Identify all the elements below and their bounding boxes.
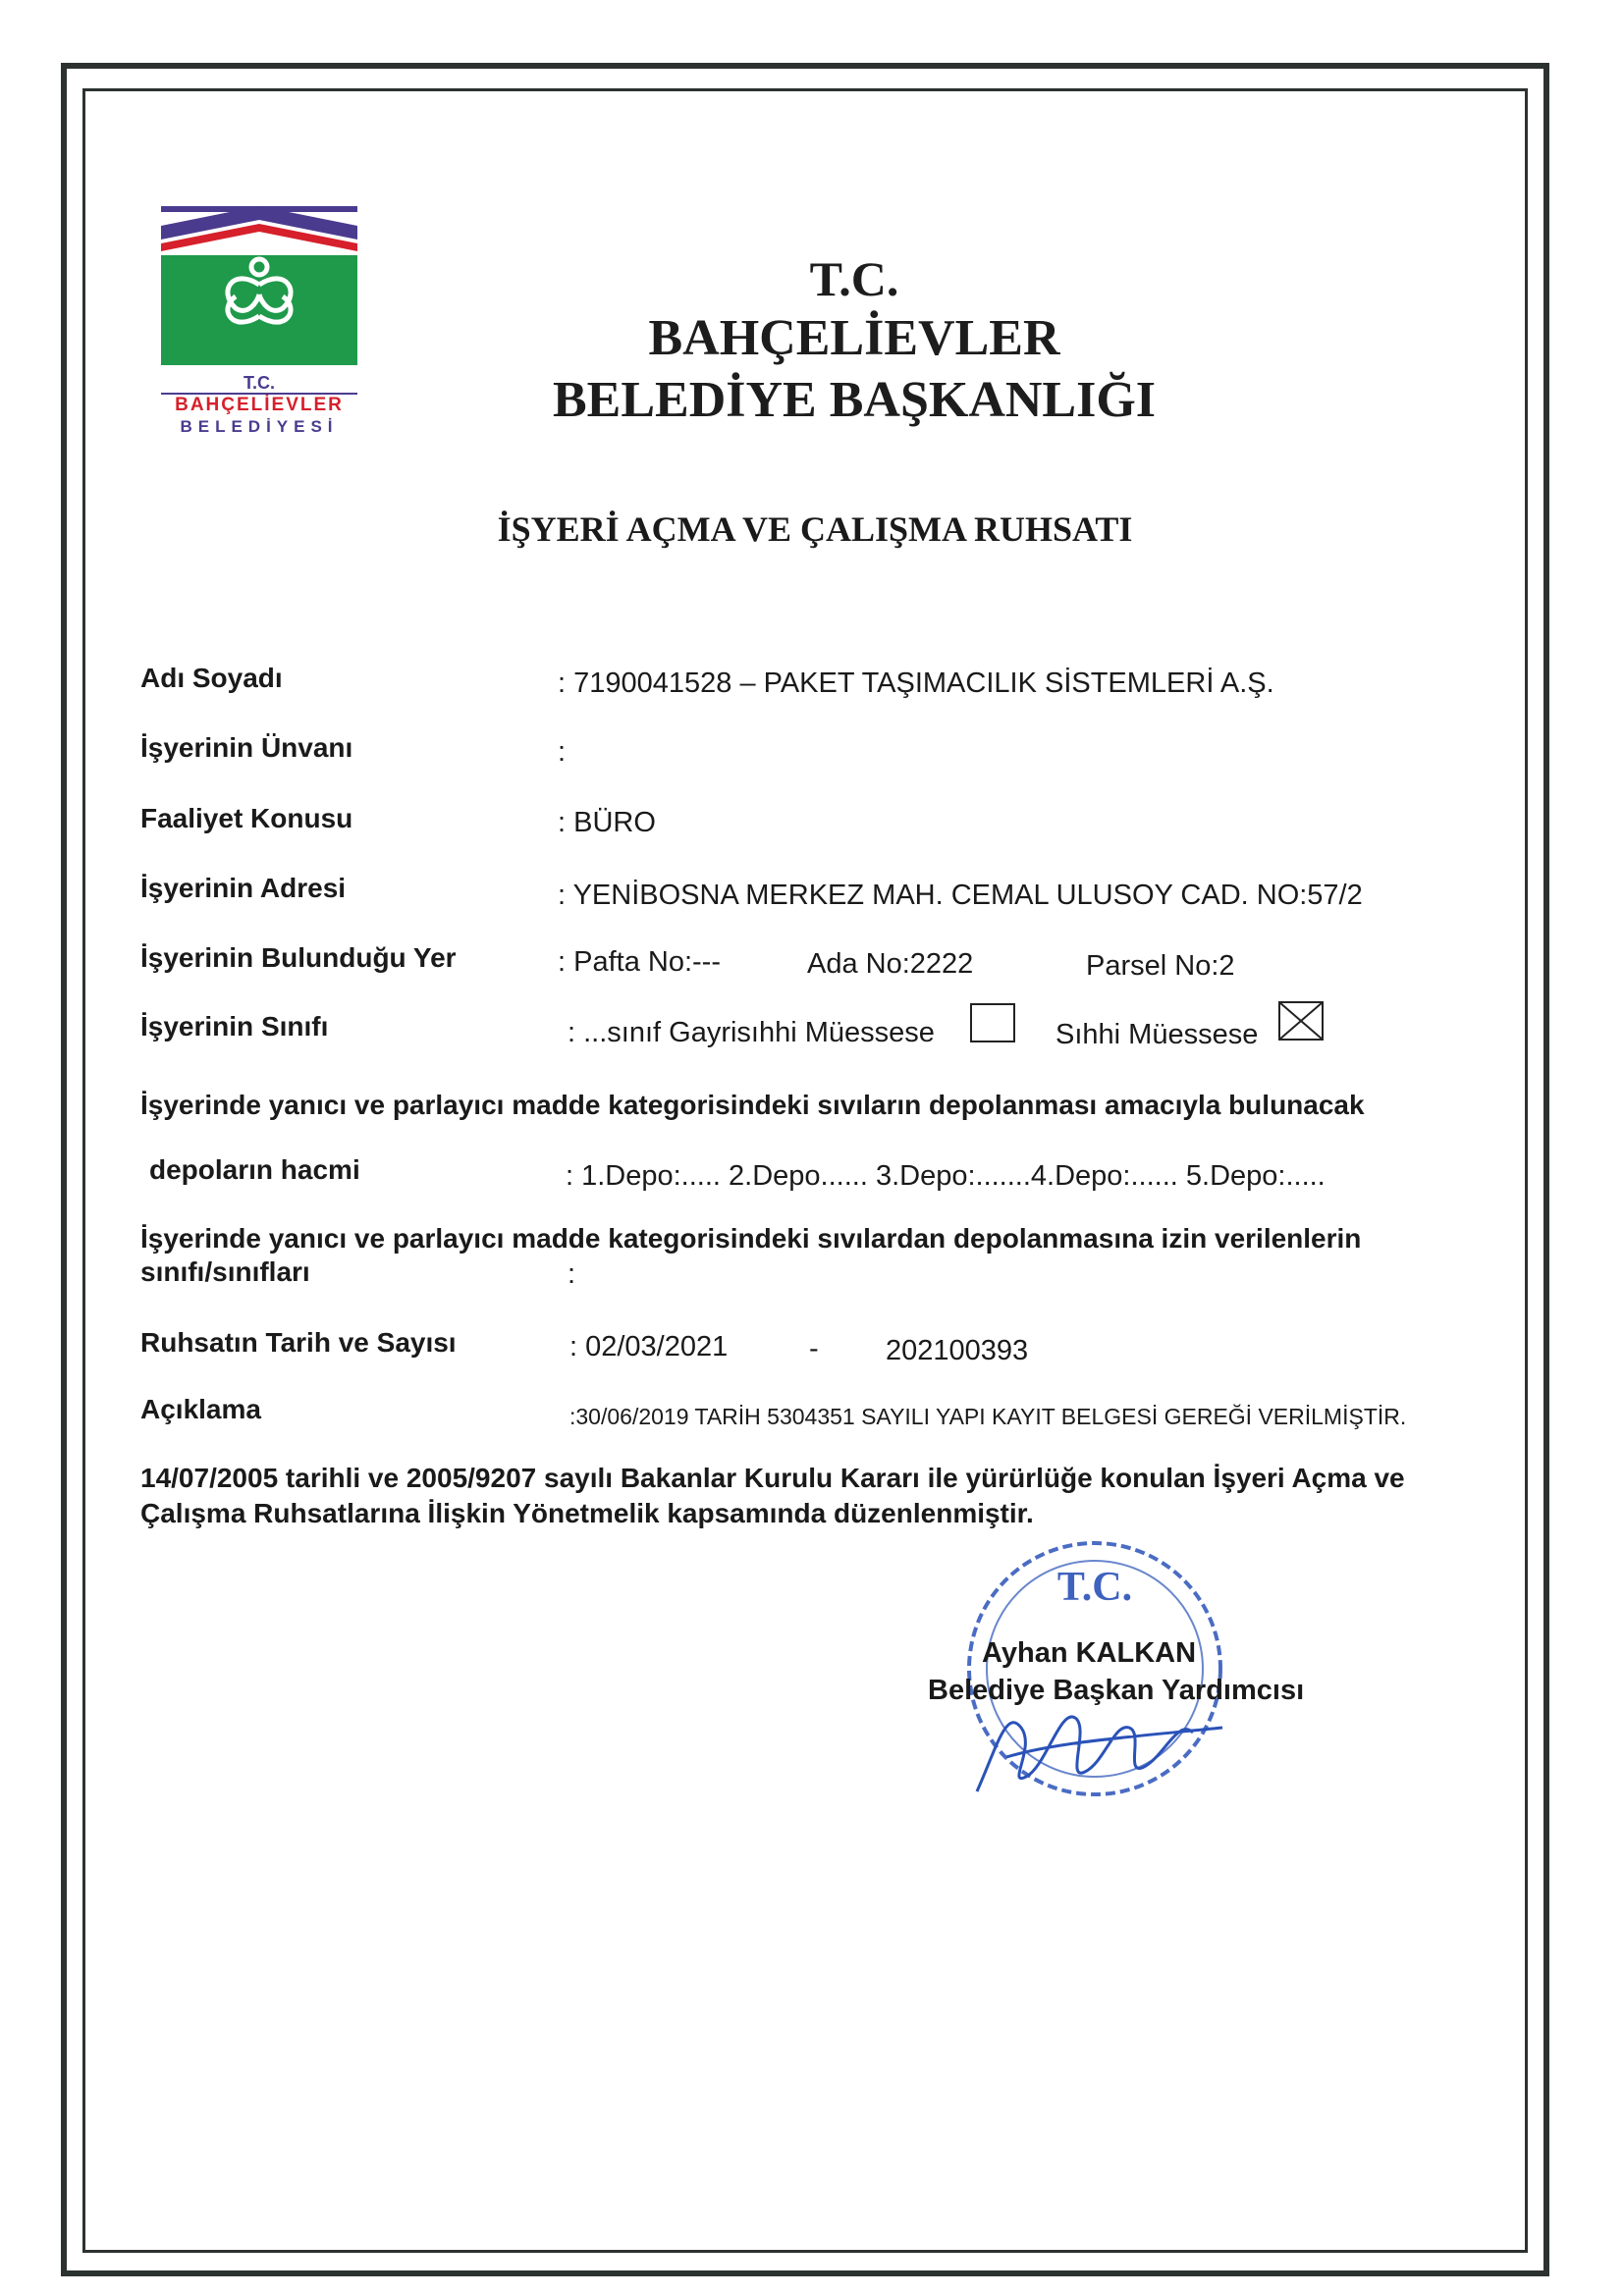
header-tc: T.C. [809,251,899,306]
value-description: :30/06/2019 TARİH 5304351 SAYILI YAPI KAYIT BELGESİ GEREĞİ VERİLMİŞTİR. [569,1404,1407,1429]
label-location: İşyerinin Bulunduğu Yer [140,942,457,973]
logo-line3: BELEDİYESİ [180,417,339,432]
label-name: Adı Soyadı [140,663,283,693]
signatory-title: Belediye Başkan Yardımcısı [928,1675,1305,1706]
label-address: İşyerinin Adresi [140,873,347,903]
value-permitted: : [568,1258,576,1290]
label-activity: Faaliyet Konusu [140,803,353,833]
signatory-name: Ayhan KALKAN [982,1637,1197,1669]
storage-description: İşyerinde yanıcı ve parlayıcı madde kategorisindeki sıvıların depolanması amacıyla bulunacak [140,1090,1365,1120]
municipality-logo [161,206,357,432]
sihhi-checkbox-checked [1278,1001,1324,1041]
stamp-text: T.C. [1056,1565,1133,1610]
value-address: : YENİBOSNA MERKEZ MAH. CEMAL ULUSOY CAD. NO:57/2 [558,880,1363,911]
value-license-date: : 02/03/2021 [569,1331,729,1362]
value-activity: : BÜRO [558,807,656,838]
label-permitted: sınıfı/sınıfları [140,1256,310,1287]
logo-line1: T.C. [243,373,276,393]
value-class-gayri: : ...sınıf Gayrisıhhi Müessese [568,1017,935,1048]
value-name: : 7190041528 – PAKET TAŞIMACILIK SİSTEMLERİ A.Ş. [558,667,1274,699]
regulation-text: 14/07/2005 tarihli ve 2005/9207 sayılı Bakanlar Kurulu Kararı ile yürürlüğe konulan İşyeri Açma ve Çalışma Ruhsatlarına İlişkin Yönetmelik kapsamında düzenlenmiştir. [140,1463,1405,1528]
value-class-sihhi: Sıhhi Müessese [1056,1019,1259,1050]
value-pafta: : Pafta No:--- [558,946,721,978]
handwritten-signature [967,1688,1262,1806]
document-title: İŞYERİ AÇMA VE ÇALIŞMA RUHSATI [497,509,1133,549]
value-parsel: Parsel No:2 [1086,950,1235,982]
label-license: Ruhsatın Tarih ve Sayısı [140,1327,457,1358]
logo-line2: BAHÇELİEVLER [175,395,344,415]
value-license-number: 202100393 [886,1335,1029,1366]
value-license-dash: - [809,1333,819,1364]
permitted-description: İşyerinde yanıcı ve parlayıcı madde kategorisindeki sıvılardan depolanmasına izin verilenlerin [140,1223,1362,1254]
value-storage: : 1.Depo:..... 2.Depo...... 3.Depo:.......4.Depo:...... 5.Depo:..... [566,1160,1326,1192]
value-business-title: : [558,736,567,768]
label-class: İşyerinin Sınıfı [140,1011,329,1041]
header-municipality: BAHÇELİEVLER [648,310,1060,366]
value-ada: Ada No:2222 [807,948,974,980]
label-storage: depoların hacmi [149,1154,360,1185]
header-office: BELEDİYE BAŞKANLIĞI [552,372,1157,428]
gayrisihhi-checkbox [970,1003,1015,1042]
label-description: Açıklama [140,1394,261,1424]
label-business-title: İşyerinin Ünvanı [140,732,353,763]
